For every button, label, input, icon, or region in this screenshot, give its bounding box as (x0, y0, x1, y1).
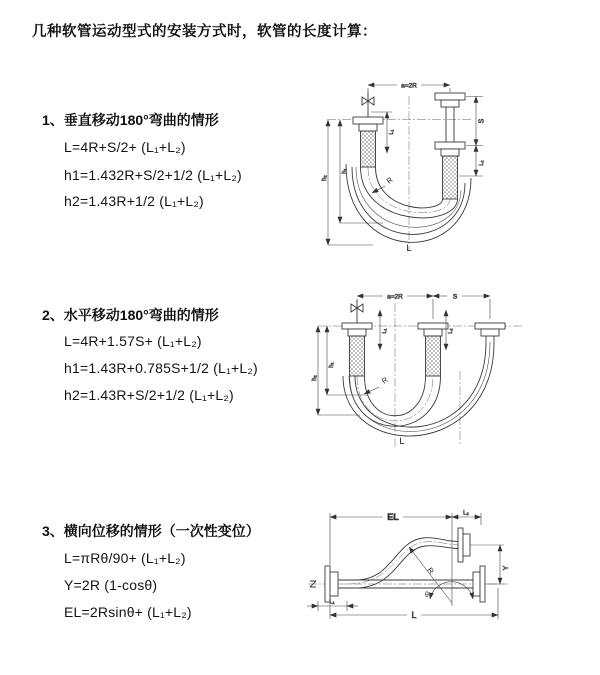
left-flange (325, 566, 338, 602)
left-pipe-fitting (342, 323, 372, 376)
radius-construction (409, 547, 452, 603)
dimension-l2 (452, 511, 481, 526)
l1-dim-label: L₁ (389, 129, 395, 135)
section-1-heading: 1、垂直移动180°弯曲的情形 (42, 112, 219, 128)
l2-dim-label: L₂ (479, 160, 485, 166)
section-3-formula-length: L=πRθ/90+ (L₁+L₂) (64, 550, 186, 566)
width-dim-label: a=2R (387, 293, 403, 301)
radius-label: R (384, 175, 395, 186)
hose-displaced-position (355, 538, 458, 588)
l2-dim-label: L₂ (463, 510, 469, 517)
dimension-l2 (446, 310, 454, 350)
h2-dim-label: h₂ (322, 175, 328, 181)
l1-dim-label: L₁ (382, 328, 388, 334)
dimension-el (330, 512, 452, 606)
s-dim-label: S (452, 293, 458, 301)
right-pipe-fitting (435, 93, 465, 199)
right-pipe-fitting (475, 323, 505, 342)
l2-dim-label: L₂ (448, 328, 454, 334)
radius-callout (364, 375, 390, 394)
displaced-flange (458, 528, 504, 562)
section-2-formula-length: L=4R+1.57S+ (L₁+L₂) (64, 333, 202, 349)
page-title: 几种软管运动型式的安装方式时，软管的长度计算： (32, 24, 377, 40)
radius-label: R (379, 375, 390, 386)
section-2-heading: 2、水平移动180°弯曲的情形 (42, 307, 219, 323)
dimension-width-a2r (357, 294, 490, 320)
radius-callout (372, 175, 395, 193)
el-dim-label: EL (387, 512, 399, 522)
section-3-formula-y: Y=2R (1-cosθ) (64, 577, 158, 593)
y-dim-label: Y (503, 565, 510, 571)
s-dim-label: S (478, 118, 486, 124)
hose-u-curves (343, 342, 494, 436)
diagram-vertical-180-bend (313, 68, 588, 258)
diagram-horizontal-180-bend (310, 283, 590, 455)
length-label: L (399, 436, 405, 447)
section-1-formula-h1: h1=1.432R+S/2+1/2 (L₁+L₂) (64, 167, 242, 183)
dimension-y (500, 545, 510, 584)
l1-dim-label: L₁ (329, 599, 335, 606)
section-2-formula-h1: h1=1.43R+0.785S+1/2 (L₁+L₂) (64, 360, 258, 376)
dimension-s (466, 97, 486, 146)
length-label: L (406, 243, 412, 254)
section-3-heading: 3、横向位移的情形（一次性变位） (42, 523, 260, 539)
valve-icon (351, 300, 363, 323)
h1-dim-label: h₁ (329, 362, 335, 368)
center-pipe-fitting (418, 323, 448, 376)
length-dim-label: L (411, 610, 417, 620)
dimension-width-a2r (368, 83, 450, 95)
section-3-formula-el: EL=2Rsinθ+ (L₁+L₂) (64, 604, 192, 620)
right-flange (473, 566, 504, 602)
theta-angle (425, 582, 473, 599)
dimension-l2 (459, 146, 485, 177)
section-1-formula-h2: h2=1.43R+1/2 (L₁+L₂) (64, 193, 204, 209)
theta-label: θ (425, 592, 429, 599)
left-pipe-fitting (353, 117, 383, 167)
h2-dim-label: h₂ (312, 375, 318, 381)
dimension-l1 (380, 310, 388, 350)
valve-icon (362, 92, 374, 117)
radius-label: R (425, 565, 436, 576)
h1-dim-label: h₁ (342, 168, 348, 174)
diagram-lateral-displacement (303, 503, 595, 628)
section-1-formula-length: L=4R+S/2+ (L₁+L₂) (64, 139, 186, 155)
section-2-formula-h2: h2=1.43R+S/2+1/2 (L₁+L₂) (64, 387, 234, 403)
dimension-l1 (307, 600, 358, 612)
width-dim-label: a=2R (401, 82, 417, 90)
